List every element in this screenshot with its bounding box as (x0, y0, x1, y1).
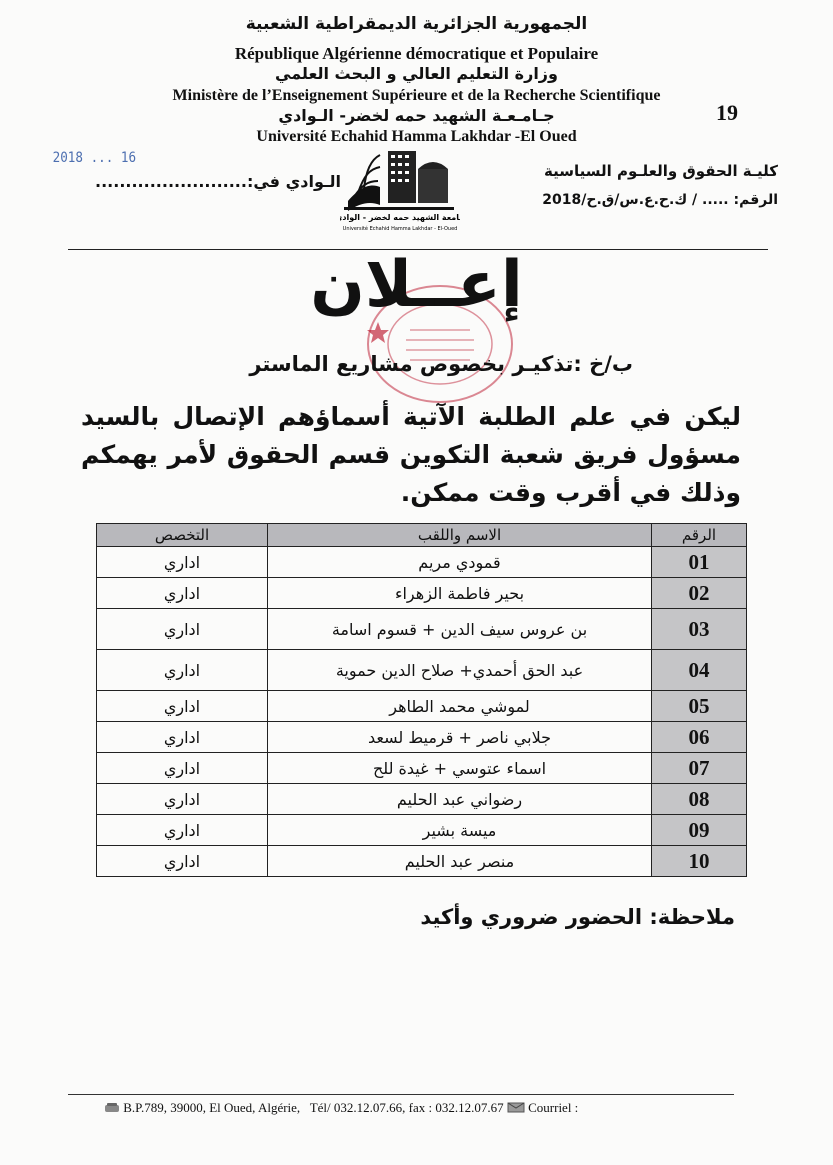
row-number: 08 (652, 784, 747, 815)
row-name: بحير فاطمة الزهراء (268, 578, 652, 609)
row-name: اسماء عتوسي + غيدة للح (268, 753, 652, 784)
row-specialty: اداري (97, 846, 268, 877)
row-number: 09 (652, 815, 747, 846)
table-row (97, 753, 747, 784)
table-row (97, 547, 747, 578)
header-ar-university: جـامـعـة الشهيد حمه لخضر- الـوادي (278, 106, 555, 125)
table-row (97, 722, 747, 753)
row-name: بن عروس سيف الدين + قسوم اسامة (268, 609, 652, 650)
note: ملاحظة: الحضور ضروري وأكيد (420, 905, 735, 929)
row-name: ميسة بشير (268, 815, 652, 846)
page-number: 19 (716, 100, 738, 125)
row-number: 07 (652, 753, 747, 784)
announcement-body: ليكن في علم الطلبة الآتية أسماؤهم الإتصال بالسيد مسؤول فريق شعبة التكوين قسم الحقوق لأمر يهمكم وذلك في أقرب وقت ممكن. (81, 402, 741, 507)
table-row (97, 650, 747, 691)
reference-number: الرقم: ..... / ك.ح.ع.س/ق.ح/2018 (542, 192, 778, 208)
phone-icon (104, 1101, 120, 1117)
faculty-name: كليـة الحقوق والعلـوم السياسية (543, 162, 778, 180)
row-number: 06 (652, 722, 747, 753)
row-specialty: اداري (97, 609, 268, 650)
footer-address: B.P.789, 39000, El Oued, Algérie, (123, 1100, 301, 1115)
row-specialty: اداري (97, 691, 268, 722)
row-specialty: اداري (97, 547, 268, 578)
students-table (96, 523, 747, 877)
row-number: 10 (652, 846, 747, 877)
mail-icon (507, 1101, 525, 1117)
row-specialty: اداري (97, 753, 268, 784)
row-specialty: اداري (97, 722, 268, 753)
table-row (97, 815, 747, 846)
row-name: لموشي محمد الطاهر (268, 691, 652, 722)
row-specialty: اداري (97, 650, 268, 691)
row-number: 02 (652, 578, 747, 609)
table-header-row (97, 524, 747, 547)
subject-line: ب/خ :تذكيـر بخصوص مشاريع الماستر (249, 352, 633, 376)
footer-email: Courriel : (528, 1100, 579, 1115)
header-name: الاسم واللقب (268, 524, 652, 547)
header-ar-ministry: وزارة التعليم العالي و البحث العلمي (275, 64, 558, 83)
place-date: الـوادي في:......................... (95, 172, 341, 191)
row-name: قمودي مريم (268, 547, 652, 578)
footer (104, 1100, 578, 1117)
logo-text-fr: Université Echahid Hamma Lakhdar - El-Oued (342, 226, 458, 232)
row-specialty: اداري (97, 784, 268, 815)
header-fr-ministry: Ministère de l’Enseignement Supérieure et de la Recherche Scientifique (172, 87, 661, 104)
announcement-title: إعــلان (310, 248, 523, 322)
row-number: 01 (652, 547, 747, 578)
table-row (97, 784, 747, 815)
row-specialty: اداري (97, 815, 268, 846)
header-number: الرقم (652, 524, 747, 547)
table-row (97, 609, 747, 650)
footer-divider (68, 1094, 734, 1095)
row-number: 05 (652, 691, 747, 722)
footer-phone: Tél/ 032.12.07.66, fax : 032.12.07.67 (309, 1100, 504, 1115)
university-logo (340, 145, 460, 235)
header-fr-republic: République Algérienne démocratique et Populaire (234, 44, 599, 63)
row-number: 03 (652, 609, 747, 650)
header-ar-republic: الجمهورية الجزائرية الديمقراطية الشعبية (245, 14, 588, 34)
row-name: جلابي ناصر + قرميط لسعد (268, 722, 652, 753)
logo-text-ar: جامعة الشهيد حمه لخضر - الوادي (340, 213, 460, 222)
university-logo-graphic (340, 145, 460, 235)
row-name: رضواني عبد الحليم (268, 784, 652, 815)
row-specialty: اداري (97, 578, 268, 609)
row-number: 04 (652, 650, 747, 691)
table-row (97, 578, 747, 609)
table-row (97, 846, 747, 877)
date-stamp: 2018 ... 16 (52, 150, 137, 166)
header-specialty: التخصص (97, 524, 268, 547)
table-row (97, 691, 747, 722)
row-name: عبد الحق أحمدي+ صلاح الدين حموية (268, 650, 652, 691)
header-fr-university: Université Echahid Hamma Lakhdar -El Oued (256, 128, 577, 145)
row-name: منصر عبد الحليم (268, 846, 652, 877)
